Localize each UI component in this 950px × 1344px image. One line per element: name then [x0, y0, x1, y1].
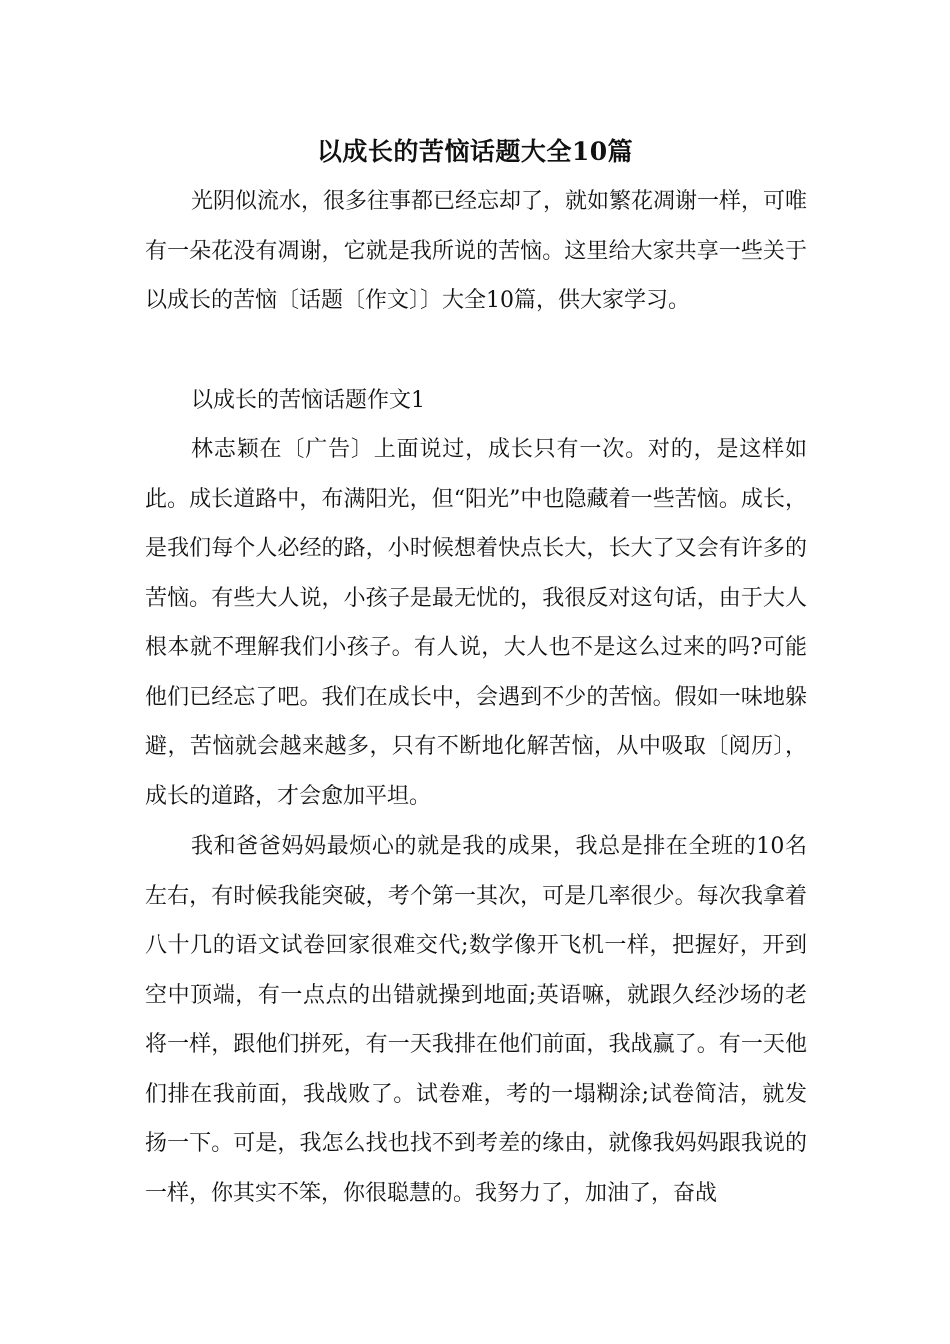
intro-paragraph: 光阴似流水，很多往事都已经忘却了，就如繁花凋谢一样，可唯有一朵花没有凋谢，它就是我所说的苦恼。这里给大家共享一些关于以成长的苦恼〔话题〔作文〕〕大全10篇，供大家学习。 — [145, 189, 808, 313]
section-heading: 以成长的苦恼话题作文1 — [191, 388, 425, 413]
body-paragraph-2: 我和爸爸妈妈最烦心的就是我的成果，我总是排在全班的10名左右，有时候我能突破，考个第一其次，可是几率很少。每次我拿着八十几的语文试卷回家很难交代;数学像开飞机一样，把握好，开到空中顶端，有一点点的出错就操到地面;英语嘛，就跟久经沙场的老将一样，跟他们拼死，有一天我排在他们前面，我战赢了。有一天他们排在我前面，我战败了。试卷难，考的一塌糊涂;试卷简洁，就发扬一下。可是，我怎么找也找不到考差的缘由，就像我妈妈跟我说的一样，你其实不笨，你很聪慧的。我努力了，加油了，奋战 — [145, 834, 807, 1206]
body-paragraph-1: 林志颖在〔广告〕上面说过，成长只有一次。对的，是这样如此。成长道路中，布满阳光，但“阳光”中也隐藏着一些苦恼。成长，是我们每个人必经的路，小时候想着快点长大，长大了又会有许多的苦恼。有些大人说，小孩子是最无忧的，我很反对这句话，由于大人根本就不理解我们小孩子。有人说，大人也不是这么过来的吗?可能他们已经忘了吧。我们在成长中，会遇到不少的苦恼。假如一味地躲避，苦恼就会越来越多，只有不断地化解苦恼，从中吸取〔阅历〕，成长的道路，才会愈加平坦。 — [145, 437, 807, 809]
document-title: 以成长的苦恼话题大全10篇 — [316, 137, 634, 166]
